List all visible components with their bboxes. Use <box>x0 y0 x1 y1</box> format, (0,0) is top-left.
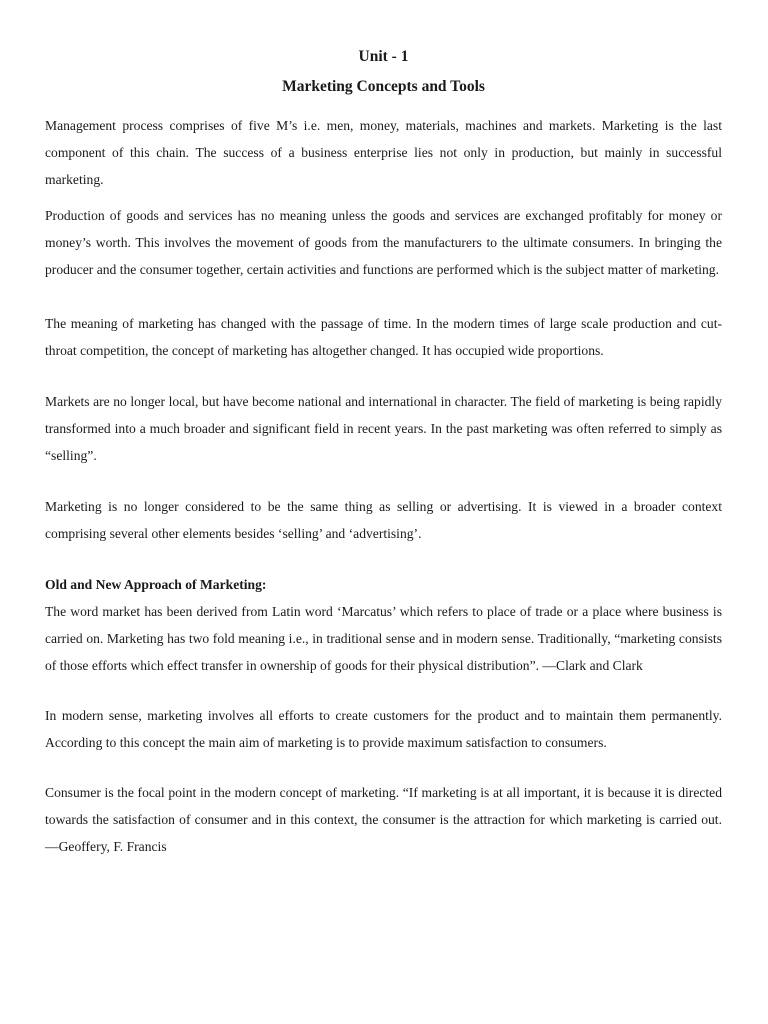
page-title: Marketing Concepts and Tools <box>282 78 485 95</box>
paragraph: Consumer is the focal point in the modern concept of marketing. “If marketing is at all important, it is because it is directed towards the satisfaction of consumer and in this context, the consumer is the attraction for which marketing is carried out. —Geoffery, F. Francis <box>45 785 722 854</box>
paragraph: Production of goods and services has no meaning unless the goods and services are exchanged profitably for money or money’s worth. This involves the movement of goods from the manufacturers to the ultimate consumers. In bringing the producer and the consumer together, certain activities and functions are performed which is the subject matter of marketing. <box>45 208 722 277</box>
unit-title: Unit - 1 <box>358 48 409 65</box>
paragraph: Management process comprises of five M’s i.e. men, money, materials, machines and markets. Marketing is the last component of this chain. The success of a business enterprise lies not only in production, but mainly in successful marketing. <box>45 118 722 187</box>
paragraph: Marketing is no longer considered to be the same thing as selling or advertising. It is viewed in a broader context comprising several other elements besides ‘selling’ and ‘advertising’. <box>45 499 722 541</box>
paragraph: In modern sense, marketing involves all efforts to create customers for the product and to maintain them permanently. According to this concept the main aim of marketing is to provide maximum satisfaction to consumers. <box>45 708 722 750</box>
paragraph: The word market has been derived from Latin word ‘Marcatus’ which refers to place of trade or a place where business is carried on. Marketing has two fold meaning i.e., in traditional sense and in modern sense. Traditionally, “marketing consists of those efforts which effect transfer in ownership of goods for their physical distribution”. —Clark and Clark <box>45 604 722 673</box>
paragraph: Markets are no longer local, but have become national and international in character. The field of marketing is being rapidly transformed into a much broader and significant field in recent years. In the past marketing was often referred to simply as “selling”. <box>45 394 722 463</box>
section-heading: Old and New Approach of Marketing: <box>45 577 267 592</box>
paragraph: The meaning of marketing has changed with the passage of time. In the modern times of large scale production and cut-throat competition, the concept of marketing has altogether changed. It has occupied wide proportions. <box>45 316 722 358</box>
